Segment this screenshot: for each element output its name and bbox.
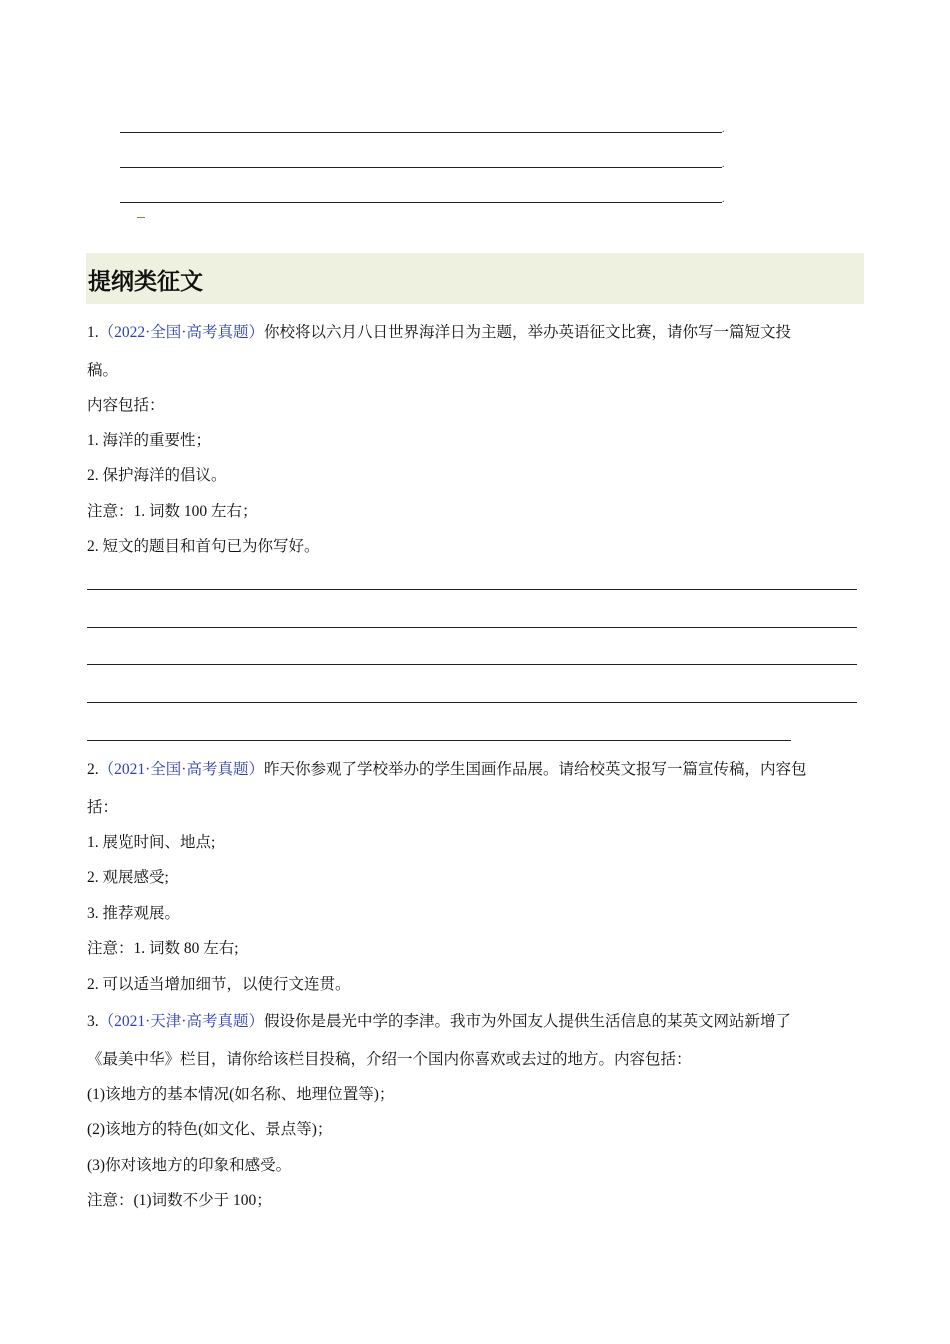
q3-line: 注意：(1)词数不少于 100； — [87, 1192, 272, 1209]
q2-prompt-text: 昨天你参观了学校举办的学生国画作品展。请给校英文报写一篇宣传稿，内容包 — [263, 761, 807, 778]
q1-prompt-line-1 — [87, 323, 791, 343]
q1-line: 2. 短文的题目和首句已为你写好。 — [87, 538, 320, 555]
q3-source: （2021·天津·高考真题） — [98, 1013, 264, 1030]
answer-line — [120, 132, 722, 133]
line-end-dot: . — [722, 124, 725, 135]
section-header — [86, 253, 864, 304]
q3-line: (1)该地方的基本情况(如名称、地理位置等)； — [87, 1086, 395, 1103]
q2-line: 3. 推荐观展。 — [87, 905, 181, 922]
answer-line — [120, 167, 722, 168]
q1-line: 注意：1. 词数 100 左右； — [87, 503, 258, 520]
q3-line: (3)你对该地方的印象和感受。 — [87, 1157, 292, 1174]
q3-prompt-line-2: 《最美中华》栏目，请你给该栏目投稿，介绍一个国内你喜欢或去过的地方。内容包括： — [87, 1051, 692, 1068]
q2-line: 2. 可以适当增加细节，以使行文连贯。 — [87, 976, 351, 993]
q3-line: (2)该地方的特色(如文化、景点等)； — [87, 1121, 333, 1138]
q3-prompt-text: 假设你是晨光中学的李津。我市为外国友人提供生活信息的某英文网站新增了 — [263, 1013, 791, 1030]
q2-prompt-line-1 — [87, 760, 806, 780]
q2-line: 2. 观展感受; — [87, 869, 169, 886]
answer-line — [87, 702, 857, 703]
q1-line: 内容包括： — [87, 397, 165, 414]
q3-number: 3. — [87, 1013, 99, 1030]
answer-line — [120, 202, 722, 203]
answer-line — [87, 664, 857, 665]
q2-line: 1. 展览时间、地点; — [87, 834, 216, 851]
section-title: 提纲类征文 — [88, 269, 203, 295]
q1-prompt-text: 你校将以六月八日世界海洋日为主题，举办英语征文比赛，请你写一篇短文投 — [263, 324, 791, 341]
line-end-dot: . — [722, 194, 725, 205]
small-mark — [137, 217, 145, 218]
q2-prompt-line-2: 括： — [87, 799, 119, 816]
q2-number: 2. — [87, 761, 99, 778]
q1-prompt-line-2: 稿。 — [87, 362, 119, 379]
q1-number: 1. — [87, 324, 99, 341]
line-end-dot: . — [722, 159, 725, 170]
q2-line: 注意：1. 词数 80 左右; — [87, 940, 239, 957]
answer-line — [87, 627, 857, 628]
answer-line — [87, 740, 791, 741]
answer-line — [87, 589, 857, 590]
q2-source: （2021·全国·高考真题） — [98, 761, 264, 778]
q1-source: （2022·全国·高考真题） — [98, 324, 264, 341]
q1-line: 2. 保护海洋的倡议。 — [87, 467, 227, 484]
q3-prompt-line-1 — [87, 1012, 791, 1032]
q1-line: 1. 海洋的重要性； — [87, 432, 212, 449]
